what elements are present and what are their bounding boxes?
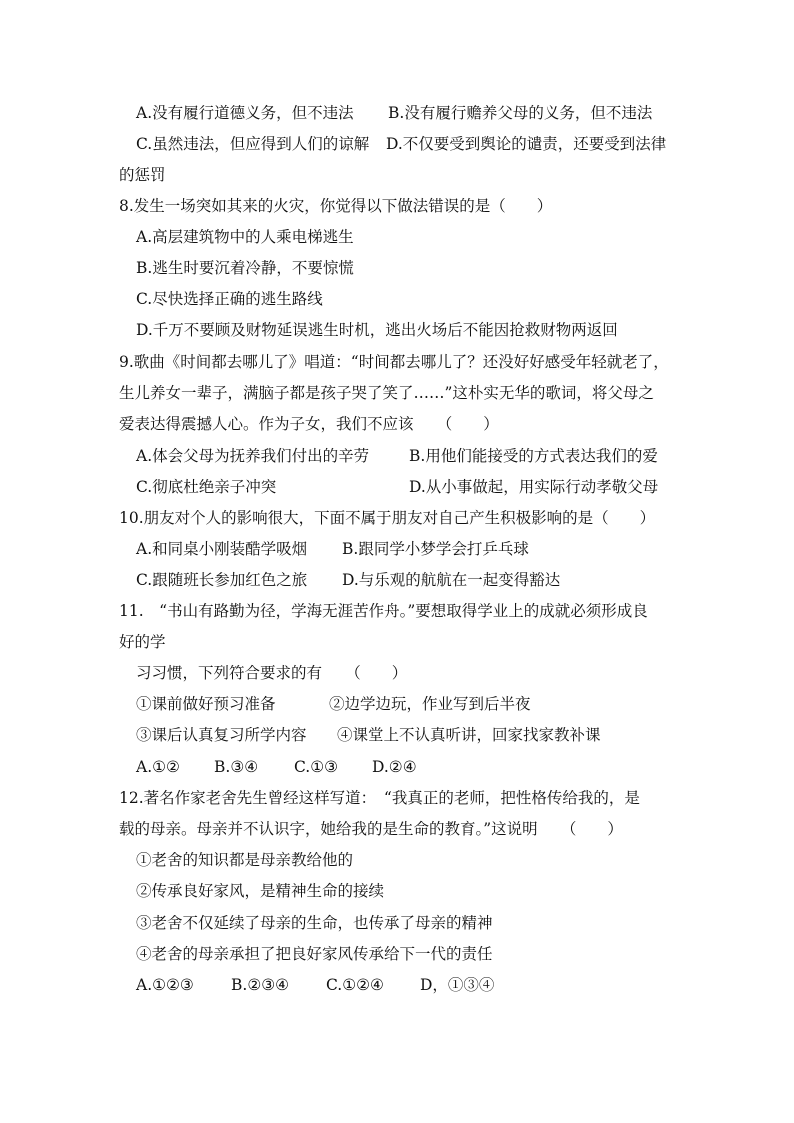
q10-stem: 10.朋友对个人的影响很大，下面不属于朋友对自己产生积极影响的是（ ） bbox=[119, 509, 656, 527]
q12-item-2: ②传承良好家风，是精神生命的接续 bbox=[136, 882, 385, 900]
q11-stem-line-1: 11. “书山有路勤为径，学海无涯苦作舟。”要想取得学业上的成就必须形成良 bbox=[119, 602, 648, 620]
q9-option-d: D.从小事做起，用实际行动孝敬父母 bbox=[409, 478, 659, 496]
q11-item-2: ②边学边玩，作业写到后半夜 bbox=[329, 695, 531, 713]
q9-option-c: C.彻底杜绝亲子冲突 bbox=[136, 478, 277, 496]
q9-stem-line-3: 爱表达得震撼人心。作为子女，我们不应该 （ ） bbox=[119, 415, 499, 433]
q9-option-a: A.体会父母为抚养我们付出的辛劳 bbox=[136, 447, 370, 465]
q12-item-1: ①老舍的知识都是母亲教给他的 bbox=[136, 851, 354, 869]
q9-stem-line-1: 9.歌曲《时间都去哪儿了》唱道：“时间都去哪儿了？还没好好感受年轻就老了， bbox=[119, 353, 669, 371]
q11-stem-line-3: 习习惯，下列符合要求的有 （ ） bbox=[136, 664, 408, 682]
q11-item-4: ④课堂上不认真听讲，回家找家教补课 bbox=[337, 726, 601, 744]
q11-option-b: B.③④ bbox=[214, 758, 259, 776]
q12-stem-line-1: 12.著名作家老舍先生曾经这样写道： “我真正的老师，把性格传给我的，是 bbox=[119, 789, 640, 807]
q11-item-1: ①课前做好预习准备 bbox=[136, 695, 276, 713]
q10-option-b: B.跟同学小梦学会打乒乓球 bbox=[342, 540, 529, 558]
q9-option-b: B.用他们能接受的方式表达我们的爱 bbox=[409, 447, 658, 465]
q7-option-b: B.没有履行赡养父母的义务，但不违法 bbox=[388, 104, 653, 122]
q10-option-c: C.跟随班长参加红色之旅 bbox=[136, 571, 308, 589]
q7-option-d-continued: 的惩罚 bbox=[119, 166, 166, 184]
q7-option-d: D.不仅要受到舆论的谴责，还要受到法律 bbox=[386, 135, 667, 153]
q12-option-d: D，①③④ bbox=[420, 976, 495, 994]
q12-option-c: C.①②④ bbox=[326, 976, 384, 994]
q8-stem: 8.发生一场突如其来的火灾，你觉得以下做法错误的是（ ） bbox=[119, 197, 553, 215]
q12-option-a: A.①②③ bbox=[136, 976, 194, 994]
q11-option-a: A.①② bbox=[136, 758, 180, 776]
q7-option-c: C.虽然违法，但应得到人们的谅解 bbox=[136, 135, 370, 153]
q8-option-c: C.尽快选择正确的逃生路线 bbox=[136, 290, 323, 308]
q12-stem-line-2: 载的母亲。母亲并不认识字，她给我的是生命的教育。”这说明 （ ） bbox=[119, 820, 623, 838]
q11-item-3: ③课后认真复习所学内容 bbox=[136, 726, 307, 744]
q8-option-d: D.千万不要顾及财物延误逃生时机，逃出火场后不能因抢救财物两返回 bbox=[136, 321, 618, 339]
q11-stem-line-2: 好的学 bbox=[119, 633, 166, 651]
q9-stem-line-2: 生儿养女一辈子，满脑子都是孩子哭了笑了……”这朴实无华的歌词，将父母之 bbox=[119, 384, 654, 402]
q10-option-a: A.和同桌小刚装酷学吸烟 bbox=[136, 540, 308, 558]
q8-option-a: A.高层建筑物中的人乘电梯逃生 bbox=[136, 228, 354, 246]
q12-item-3: ③老舍不仅延续了母亲的生命，也传承了母亲的精神 bbox=[136, 914, 493, 932]
q10-option-d: D.与乐观的航航在一起变得豁达 bbox=[342, 571, 561, 589]
q12-item-4: ④老舍的母亲承担了把良好家风传承给下一代的责任 bbox=[136, 945, 493, 963]
q8-option-b: B.逃生时要沉着冷静，不要惊慌 bbox=[136, 259, 354, 277]
q12-option-b: B.②③④ bbox=[231, 976, 290, 994]
q7-option-a: A.没有履行道德义务，但不违法 bbox=[136, 104, 354, 122]
q11-option-d: D.②④ bbox=[372, 758, 417, 776]
q11-option-c: C.①③ bbox=[294, 758, 339, 776]
